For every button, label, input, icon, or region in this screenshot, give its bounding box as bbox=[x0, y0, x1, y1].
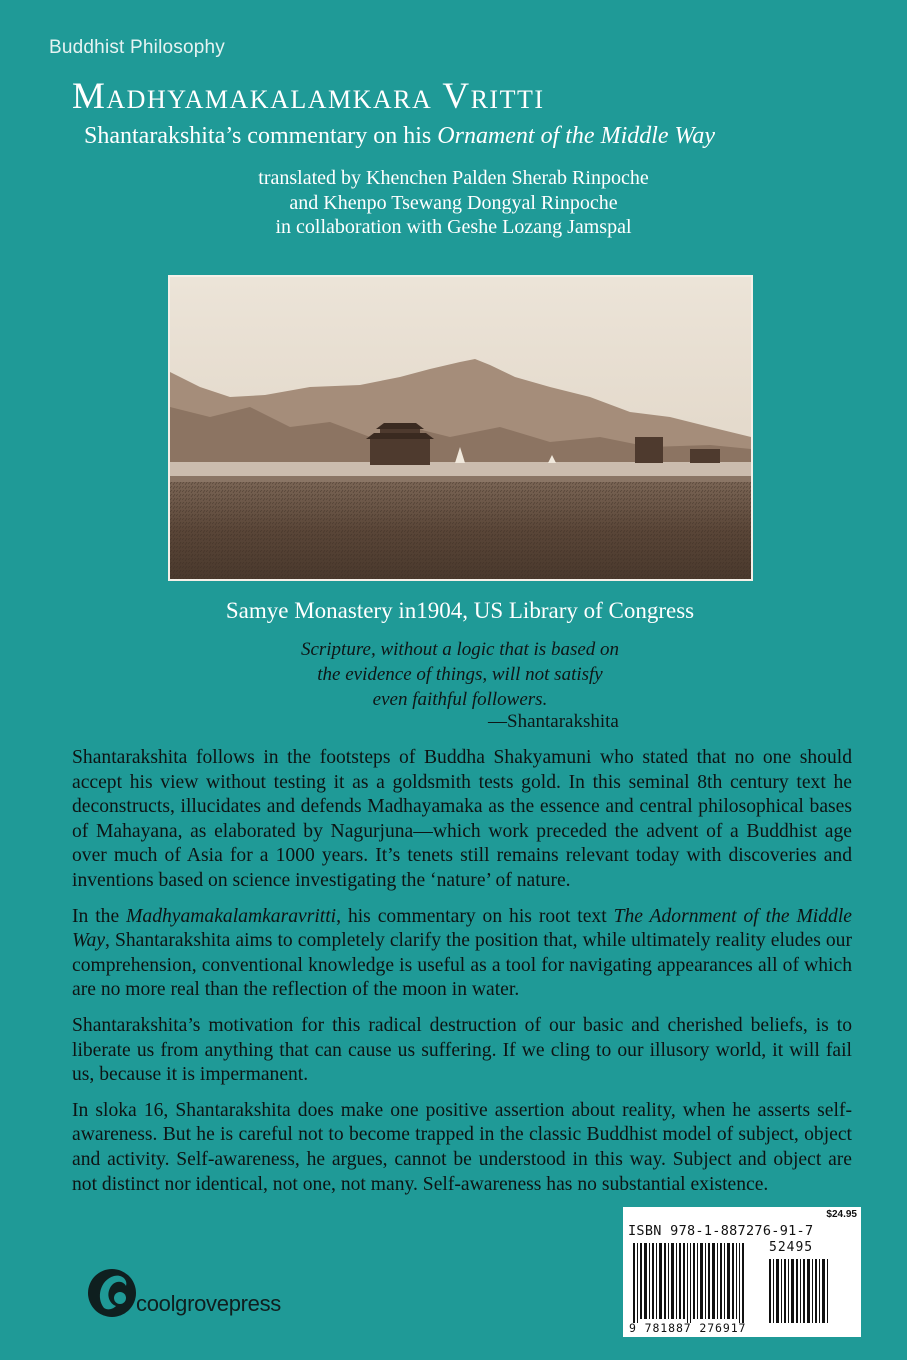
translator-credits bbox=[0, 166, 907, 240]
publisher-logo bbox=[86, 1258, 296, 1328]
blurb-paragraph-4: In sloka 16, Shantarakshita does make one positive assertion about reality, when he asserts self-awareness. But he is careful not to become trapped in the classic Buddhist model of subject, object and activity. Self-awareness, he argues, cannot be understood in this way. Subject and object are not distinct nor identical, not one, not many. Self-awareness has no substantial existence. bbox=[72, 1099, 852, 1195]
blurb-paragraph-3: Shantarakshita’s motivation for this radical destruction of our basic and cherished beliefs, is to liberate us from anything that can cause us suffering. If we cling to our illusory world, it will fail us, because it is impermanent. bbox=[72, 1014, 852, 1086]
barcode-number: 9 781887 276917 bbox=[629, 1321, 747, 1335]
epigraph-quote bbox=[240, 637, 680, 712]
photo-field-texture bbox=[170, 482, 751, 579]
quote-line: the evidence of things, will not satisfy bbox=[317, 664, 603, 685]
category-label: Buddhist Philosophy bbox=[49, 37, 225, 58]
credit-line: in collaboration with Geshe Lozang Jamspal bbox=[275, 216, 632, 238]
barcode-isbn: ISBN 978-1-887276-91-7 bbox=[628, 1223, 814, 1239]
p2-text-a: In the bbox=[72, 905, 127, 927]
monastery-photo bbox=[168, 275, 753, 581]
blurb-body bbox=[72, 746, 852, 1208]
publisher-logo-icon bbox=[86, 1258, 138, 1328]
subtitle-prefix: Shantarakshita’s commentary on his bbox=[84, 123, 438, 149]
barcode-price: $24.95 bbox=[826, 1209, 857, 1220]
credit-line: and Khenpo Tsewang Dongyal Rinpoche bbox=[289, 191, 618, 214]
publisher-name: coolgrovepress bbox=[136, 1291, 281, 1316]
blurb-paragraph-1: Shantarakshita follows in the footsteps of Buddha Shakyamuni who stated that no one should accept his view without testing it as a goldsmith tests gold. In this seminal 8th century text he deconstructs, illucidates and defends Madhayamaka as the essence and central philosophical bases of Mahayana, as elaborated by Nagurjuna—which work preceded the advent of a Buddhist age over much of Asia for a 1000 years. It’s tenets still remains relevant today with discoveries and inventions based on science investigating the ‘nature’ of nature. bbox=[72, 747, 852, 891]
barcode-icon bbox=[623, 1207, 861, 1337]
book-title: Madhyamakalamkara Vritti bbox=[72, 76, 545, 117]
p2-italic-root-text: The Adornment of the Middle Way bbox=[72, 905, 852, 952]
quote-line: Scripture, without a logic that is based on bbox=[300, 639, 620, 660]
p2-text-c: , Shantarakshita aims to completely clarify the position that, while ultimately reality eludes our comprehension, conventional knowledge is useful as a tool for navigating appearances all of which are no more real than the reflection of the moon in water. bbox=[72, 930, 852, 1001]
quote-attribution: —Shantarakshita bbox=[488, 711, 619, 732]
p2-italic-title: Madhyamakalamkaravritti bbox=[126, 905, 337, 927]
p2-text-b: , his commentary on his root text bbox=[336, 905, 614, 927]
barcode-box bbox=[623, 1207, 861, 1337]
photo-wall-shadow bbox=[170, 476, 751, 482]
book-subtitle bbox=[84, 123, 715, 150]
credit-line: translated by Khenchen Palden Sherab Rinpoche bbox=[258, 167, 649, 189]
monastery-photo-image bbox=[170, 277, 751, 579]
photo-caption: Samye Monastery in1904, US Library of Congress bbox=[225, 598, 695, 623]
blurb-paragraph-2 bbox=[72, 905, 852, 1003]
barcode-addon-number: 52495 bbox=[769, 1240, 814, 1255]
subtitle-italic: Ornament of the Middle Way bbox=[437, 123, 715, 149]
quote-line: even faithful followers. bbox=[372, 689, 548, 710]
